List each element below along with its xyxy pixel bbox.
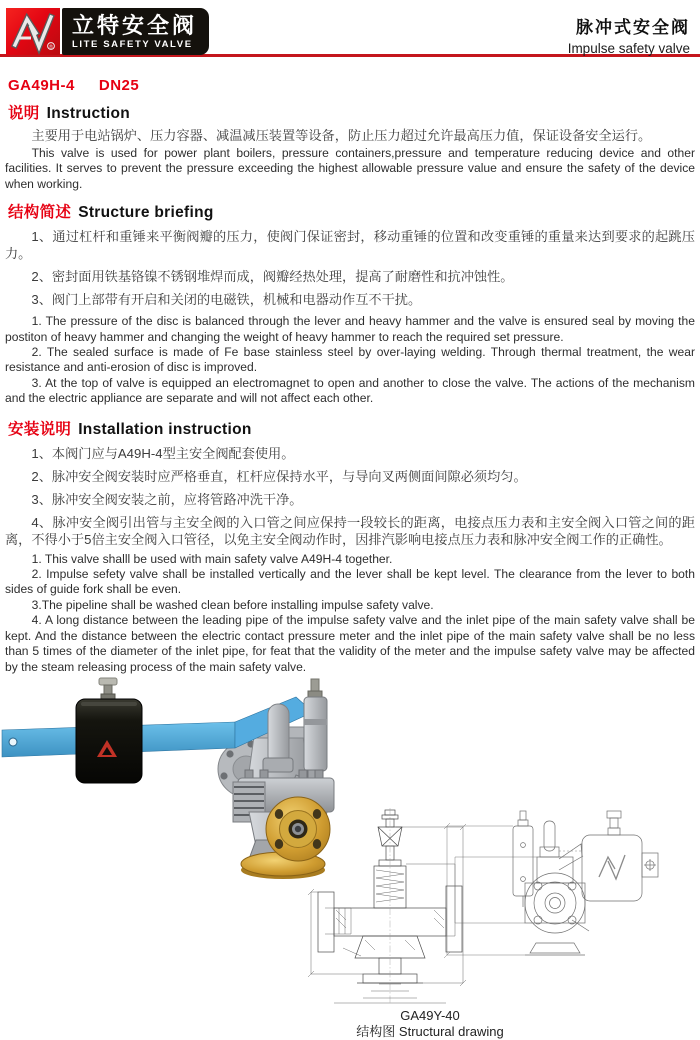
document-title-cn: 脉冲式安全阀 (576, 18, 690, 37)
instruction-text-en: This valve is used for power plant boilers, pressure containers,pressure and temperature reducing device and other facilities. It serves to prevent the pressure exceeding the highest allowable pressure value and ensure the safety of the device when working. (5, 146, 695, 191)
brand-av-icon (6, 8, 60, 55)
model-heading (8, 77, 695, 94)
structure-item-cn: 1、通过杠杆和重锤来平衡阀瓣的压力，使阀门保证密封，移动重锤的位置和改变重锤的重量来达到要求的起跳压力。 (5, 229, 695, 262)
figure-caption-text: 结构图 Structural drawing (356, 1023, 504, 1039)
valve-side-drawing (441, 807, 666, 967)
section-heading-cn: 安装说明 (8, 420, 72, 438)
brand-name-cn: 立特安全阀 (72, 12, 198, 38)
installation-item-cn: 2、脉冲安全阀安装时应严格垂直，杠杆应保持水平，与导向叉两侧面间隙必须均匀。 (31, 468, 527, 484)
section-heading-instruction (8, 101, 695, 123)
brand-name-box (62, 8, 209, 55)
section-heading-cn: 结构简述 (8, 204, 72, 222)
hammer-bolt (99, 678, 117, 685)
installation-item-en: 3.The pipeline shall be washed clean before installing impulse safety valve. (31, 597, 434, 612)
document-body (0, 77, 700, 675)
installation-item-en: 1. This valve shalll be used with main safety valve A49H-4 together. (31, 551, 393, 566)
section-heading-en: Installation instruction (78, 420, 252, 438)
figure-caption (165, 1008, 695, 1040)
document-title-en: Impulse safety valve (567, 41, 690, 56)
structure-item-en: 3. At the top of valve is equipped an electromagnet to open and another to close the valve. The actions of the mechanism and the electric appliance are separate and will not affect each other. (5, 375, 695, 406)
structure-item-cn: 2、密封面用铁基铬镍不锈钢堆焊而成，阀瓣经热处理，提高了耐磨性和抗冲蚀性。 (31, 269, 514, 285)
hammer-box-outline (582, 835, 642, 901)
section-heading-cn: 说明 (8, 105, 40, 122)
section-heading-installation (8, 417, 695, 439)
registered-mark: ® (49, 44, 53, 50)
structure-item-cn: 3、阀门上部带有开启和关闭的电磁铁，机械和电器动作互不干扰。 (31, 292, 422, 308)
structure-item-en: 2. The sealed surface is made of Fe base stainless steel by over-laying welding. Through thermal treatment, the wear resistance and anti-erosion of disc is improved. (5, 345, 695, 375)
figure-caption-model: GA49Y-40 (400, 1007, 460, 1023)
installation-item-cn: 3、脉冲安全阀安装之前，应将管路冲洗干净。 (31, 491, 303, 507)
brand-logo (6, 8, 209, 55)
heavy-hammer-box (76, 699, 142, 783)
section-heading-structure (8, 200, 695, 222)
model-code: GA49H-4 (8, 77, 75, 94)
section-heading-en: Structure briefing (78, 204, 214, 222)
installation-item-cn: 1、本阀门应与A49H-4型主安全阀配套使用。 (31, 445, 295, 461)
instruction-text-cn: 主要用于电站锅炉、压力容器、减温减压装置等设备，防止压力超过允许最高压力值，保证设备安全运行。 (31, 128, 652, 143)
installation-item-en: 2. Impulse sefety valve shall be installed vertically and the lever shall be kept level. The clearance from the lever to both sides of guide fork shall be even. (5, 567, 695, 597)
structure-item-en: 1. The pressure of the disc is balanced through the lever and heavy hammer and the valve is ensured seal by moving the postiton of heavy hammer and changing the weight of heavy hammer to reach the required set pressure. (5, 314, 695, 344)
damper-cylinder (304, 697, 327, 771)
installation-item-en: 4. A long distance between the leading pipe of the impulse safety valve and the inlet pipe of the main safety valve shall be kept. And the distance between the electric contact pressure meter and the inlet pipe of the main safety valve shall be no less than 5 times of the diameter of the inlet pipe, for feat that the validity of the meter and the impulse safety valve may be affected by the steam releasing process of the main safety valve. (5, 613, 695, 674)
section-heading-en: Instruction (46, 105, 130, 122)
figure-area (0, 678, 700, 1008)
page-header (0, 0, 700, 56)
lever-hole (9, 738, 17, 746)
model-dn: DN25 (98, 77, 140, 94)
valve-product-photo (2, 678, 347, 883)
box-av-mark (599, 857, 615, 877)
installation-item-cn: 4、脉冲安全阀引出管与主安全阀的入口管之间应保持一段较长的距离，电接点压力表和主安全阀入口管之间的距离，不得小于5倍主安全阀入口管径，以免主安全阀动作时，因排汽影响电接点压力表和脉冲安全阀工作的正确性。 (5, 514, 695, 547)
lever-pin (268, 704, 289, 766)
brand-name-en: LITE SAFETY VALVE (72, 38, 193, 50)
document-title (568, 8, 690, 56)
